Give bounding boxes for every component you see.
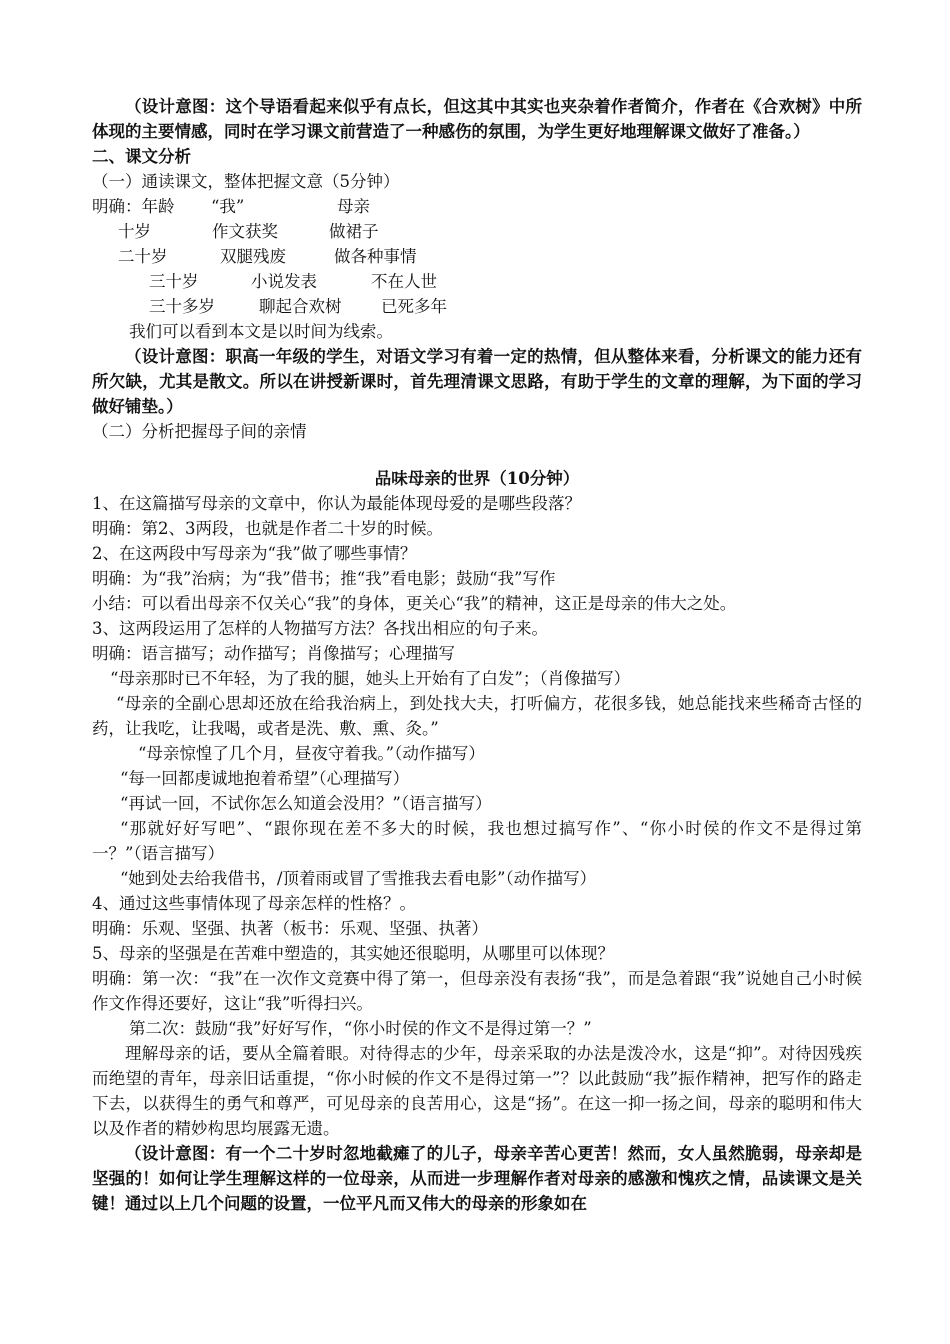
timeline-row — [92, 244, 862, 269]
timeline-cell-me: 小说发表 — [251, 272, 317, 291]
quote: “母亲那时已不年轻，为了我的腿，她头上开始有了白发”；（肖像描写） — [110, 669, 631, 688]
quote: “那就好好写吧”、“跟你现在差不多大的时候，我也想过搞写作”、“你小时侯的作文不是得过第一？”（语言描写） — [92, 819, 862, 863]
answer: 第二次：鼓励“我”好好写作，“你小时侯的作文不是得过第一？” — [129, 1019, 592, 1038]
part-heading: （二）分析把握母子间的亲情 — [92, 422, 307, 441]
timeline-row — [92, 294, 862, 319]
summary: 小结：可以看出母亲不仅关心“我”的身体，更关心“我”的精神，这正是母亲的伟大之处。 — [92, 594, 737, 613]
timeline-cell-mother: 做裙子 — [329, 222, 379, 241]
timeline-cell-age: 二十岁 — [118, 247, 168, 266]
design-intent-paragraph: （设计意图：有一个二十岁时忽地截瘫了的儿子，母亲辛苦心更苦！然而，女人虽然脆弱，母亲却是坚强的！如何让学生理解这样的一位母亲，从而进一步理解作者对母亲的感激和愧疚之情，品读课文是关键！通过以上几个问题的设置，一位平凡而又伟大的母亲的形象如在 — [92, 1144, 862, 1213]
part-heading-text: （一）通读课文，整体把握文意（5分钟） — [92, 172, 400, 191]
subsection-title: 品味母亲的世界（10分钟） — [374, 469, 580, 488]
answer: 明确：第2、3两段，也就是作者二十岁的时候。 — [92, 519, 443, 538]
question: 4、通过这些事情体现了母亲怎样的性格？。 — [92, 894, 416, 913]
quote: “她到处去给我借书，/顶着雨或冒了雪推我去看电影”（动作描写） — [120, 869, 597, 888]
answer: 明确：第一次：“我”在一次作文竞赛中得了第一，但母亲没有表扬“我”，而是急着跟“我”说她自己小时候作文作得还要好，这让“我”听得扫兴。 — [92, 969, 862, 1013]
timeline-cell-me: 聊起合欢树 — [259, 297, 342, 316]
quote: “母亲惊惶了几个月，昼夜守着我。”（动作描写） — [138, 744, 485, 763]
question: 1、在这篇描写母亲的文章中，你认为最能体现母爱的是哪些段落？ — [92, 494, 581, 513]
timeline-table — [92, 194, 862, 319]
design-intent-paragraph: （设计意图：这个导语看起来似乎有点长，但这其中其实也夹杂着作者简介，作者在《合欢树》中所体现的主要情感，同时在学习课文前营造了一种感伤的氛围，为学生更好地理解课文做好了准备。） — [92, 97, 862, 141]
answer: 明确：乐观、坚强、执著（板书：乐观、坚强、执著） — [92, 919, 488, 938]
timeline-note: 我们可以看到本文是以时间为线索。 — [129, 322, 393, 341]
timeline-cell-me: 作文获奖 — [212, 222, 278, 241]
answer: 明确：语言描写；动作描写；肖像描写；心理描写 — [92, 644, 455, 663]
timeline-header-mother: 母亲 — [337, 197, 370, 216]
timeline-row — [92, 219, 862, 244]
timeline-cell-age: 三十岁 — [149, 272, 199, 291]
question: 2、在这两段中写母亲为“我”做了哪些事情？ — [92, 544, 417, 563]
timeline-cell-me: 双腿残废 — [220, 247, 286, 266]
spacer — [92, 444, 862, 466]
timeline-header-row — [92, 194, 862, 219]
section-heading: 二、课文分析 — [92, 147, 191, 166]
quote: “每一回都虔诚地抱着希望”（心理描写） — [120, 769, 410, 788]
timeline-header-age: 明确：年龄 — [92, 197, 175, 216]
answer: 明确：为“我”治病；为“我”借书；推“我”看电影；鼓励“我”写作 — [92, 569, 556, 588]
timeline-cell-mother: 已死多年 — [381, 297, 447, 316]
timeline-header-me: “我” — [211, 197, 245, 216]
part-heading — [92, 169, 862, 194]
timeline-cell-mother: 不在人世 — [371, 272, 437, 291]
question: 3、这两段运用了怎样的人物描写方法？各找出相应的句子来。 — [92, 619, 548, 638]
design-intent-paragraph: （设计意图：职高一年级的学生，对语文学习有着一定的热情，但从整体来看，分析课文的能力还有所欠缺，尤其是散文。所以在讲授新课时，首先理清课文思路，有助于学生的文章的理解，为下面的学习做好铺垫。） — [92, 347, 862, 416]
analysis-paragraph: 理解母亲的话，要从全篇着眼。对待得志的少年，母亲采取的办法是泼冷水，这是“抑”。对待因残疾而绝望的青年，母亲旧话重提，“你小时候的作文不是得过第一”？以此鼓励“我”振作精神，把写作的路走下去，以获得生的勇气和尊严，可见母亲的良苦用心，这是“扬”。在这一抑一扬之间，母亲的聪明和伟大以及作者的精妙构思均展露无遗。 — [92, 1044, 862, 1138]
timeline-cell-age: 十岁 — [118, 222, 151, 241]
quote: “再试一回，不试你怎么知道会没用？”（语言描写） — [120, 794, 492, 813]
timeline-cell-age: 三十多岁 — [149, 297, 215, 316]
timeline-cell-mother: 做各种事情 — [334, 247, 417, 266]
question: 5、母亲的坚强是在苦难中塑造的，其实她还很聪明，从哪里可以体现？ — [92, 944, 614, 963]
timeline-row — [92, 269, 862, 294]
quote: “母亲的全副心思却还放在给我治病上，到处找大夫，打听偏方，花很多钱，她总能找来些稀奇古怪的药，让我吃，让我喝，或者是洗、敷、熏、灸。” — [92, 694, 862, 738]
